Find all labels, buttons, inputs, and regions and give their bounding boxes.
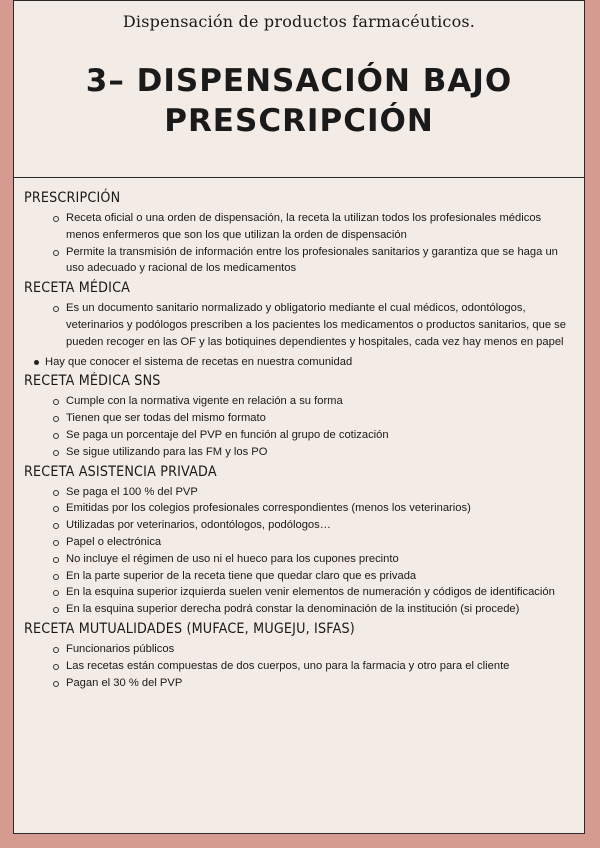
document-page bbox=[13, 0, 585, 834]
section-title: RECETA MUTUALIDADES (MUFACE, MUGEJU, ISFAS) bbox=[24, 620, 355, 637]
page-content bbox=[14, 178, 584, 691]
list-item: Pagan el 30 % del PVP bbox=[24, 675, 574, 692]
section-title: PRESCRIPCIÓN bbox=[24, 190, 121, 206]
section-title: RECETA MÉDICA bbox=[24, 280, 131, 297]
section-receta-mutualidades bbox=[24, 621, 574, 691]
list-item: Emitidas por los colegios profesionales correspondientes (menos los veterinarios) bbox=[24, 500, 574, 517]
list-item: En la parte superior de la receta tiene que quedar claro que es privada bbox=[24, 568, 574, 585]
section-receta-medica bbox=[24, 280, 574, 370]
list-item: Papel o electrónica bbox=[24, 534, 574, 551]
document-subtitle: Dispensación de productos farmacéuticos. bbox=[122, 12, 476, 31]
bullet-list bbox=[24, 484, 574, 618]
list-item: Es un documento sanitario normalizado y obligatorio mediante el cual médicos, odontólogos, veterinarios y podólogos prescriben a los pacientes los medicamentos o productos sanitarios, que se pueden recoger en las OF y las botiquines dependientes y hospitales, cada vez hay menos en papel bbox=[24, 300, 574, 350]
list-item: Tienen que ser todas del mismo formato bbox=[24, 410, 574, 427]
list-item: Cumple con la normativa vigente en relación a su forma bbox=[24, 393, 574, 410]
section-title: RECETA ASISTENCIA PRIVADA bbox=[24, 463, 217, 480]
page-header bbox=[14, 1, 584, 178]
bullet-list bbox=[24, 641, 574, 691]
list-item: No incluye el régimen de uso ni el hueco para los cupones precinto bbox=[24, 551, 574, 568]
section-receta-medica-sns bbox=[24, 373, 574, 460]
list-item: Se sigue utilizando para las FM y los PO bbox=[24, 444, 574, 461]
title-line-1: 3– DISPENSACIÓN BAJO bbox=[85, 63, 513, 99]
list-item: Las recetas están compuestas de dos cuerpos, uno para la farmacia y otro para el cliente bbox=[24, 658, 574, 675]
bullet-list bbox=[24, 393, 574, 460]
section-prescripcion bbox=[24, 190, 574, 277]
page-title bbox=[14, 61, 584, 141]
bullet-list bbox=[24, 300, 574, 350]
bullet-list bbox=[24, 210, 574, 277]
list-item: Se paga un porcentaje del PVP en función al grupo de cotización bbox=[24, 427, 574, 444]
list-item: En la esquina superior derecha podrá constar la denominación de la institución (si procede) bbox=[24, 601, 574, 618]
list-item: Hay que conocer el sistema de recetas en nuestra comunidad bbox=[24, 354, 574, 371]
bullet-list bbox=[24, 354, 574, 371]
list-item: En la esquina superior izquierda suelen venir elementos de numeración y códigos de identificación bbox=[24, 584, 574, 601]
section-title: RECETA MÉDICA SNS bbox=[24, 373, 161, 390]
list-item: Funcionarios públicos bbox=[24, 641, 574, 658]
list-item: Receta oficial o una orden de dispensación, la receta la utilizan todos los profesionales médicos menos enfermeros que son los que utilizan la orden de dispensación bbox=[24, 210, 574, 244]
section-receta-asistencia-privada bbox=[24, 464, 574, 618]
list-item: Utilizadas por veterinarios, odontólogos, podólogos… bbox=[24, 517, 574, 534]
title-line-2: PRESCRIPCIÓN bbox=[164, 103, 434, 139]
list-item: Se paga el 100 % del PVP bbox=[24, 484, 574, 501]
list-item: Permite la transmisión de información entre los profesionales sanitarios y garantiza que se haga un uso adecuado y racional de los medicamentos bbox=[24, 244, 574, 278]
